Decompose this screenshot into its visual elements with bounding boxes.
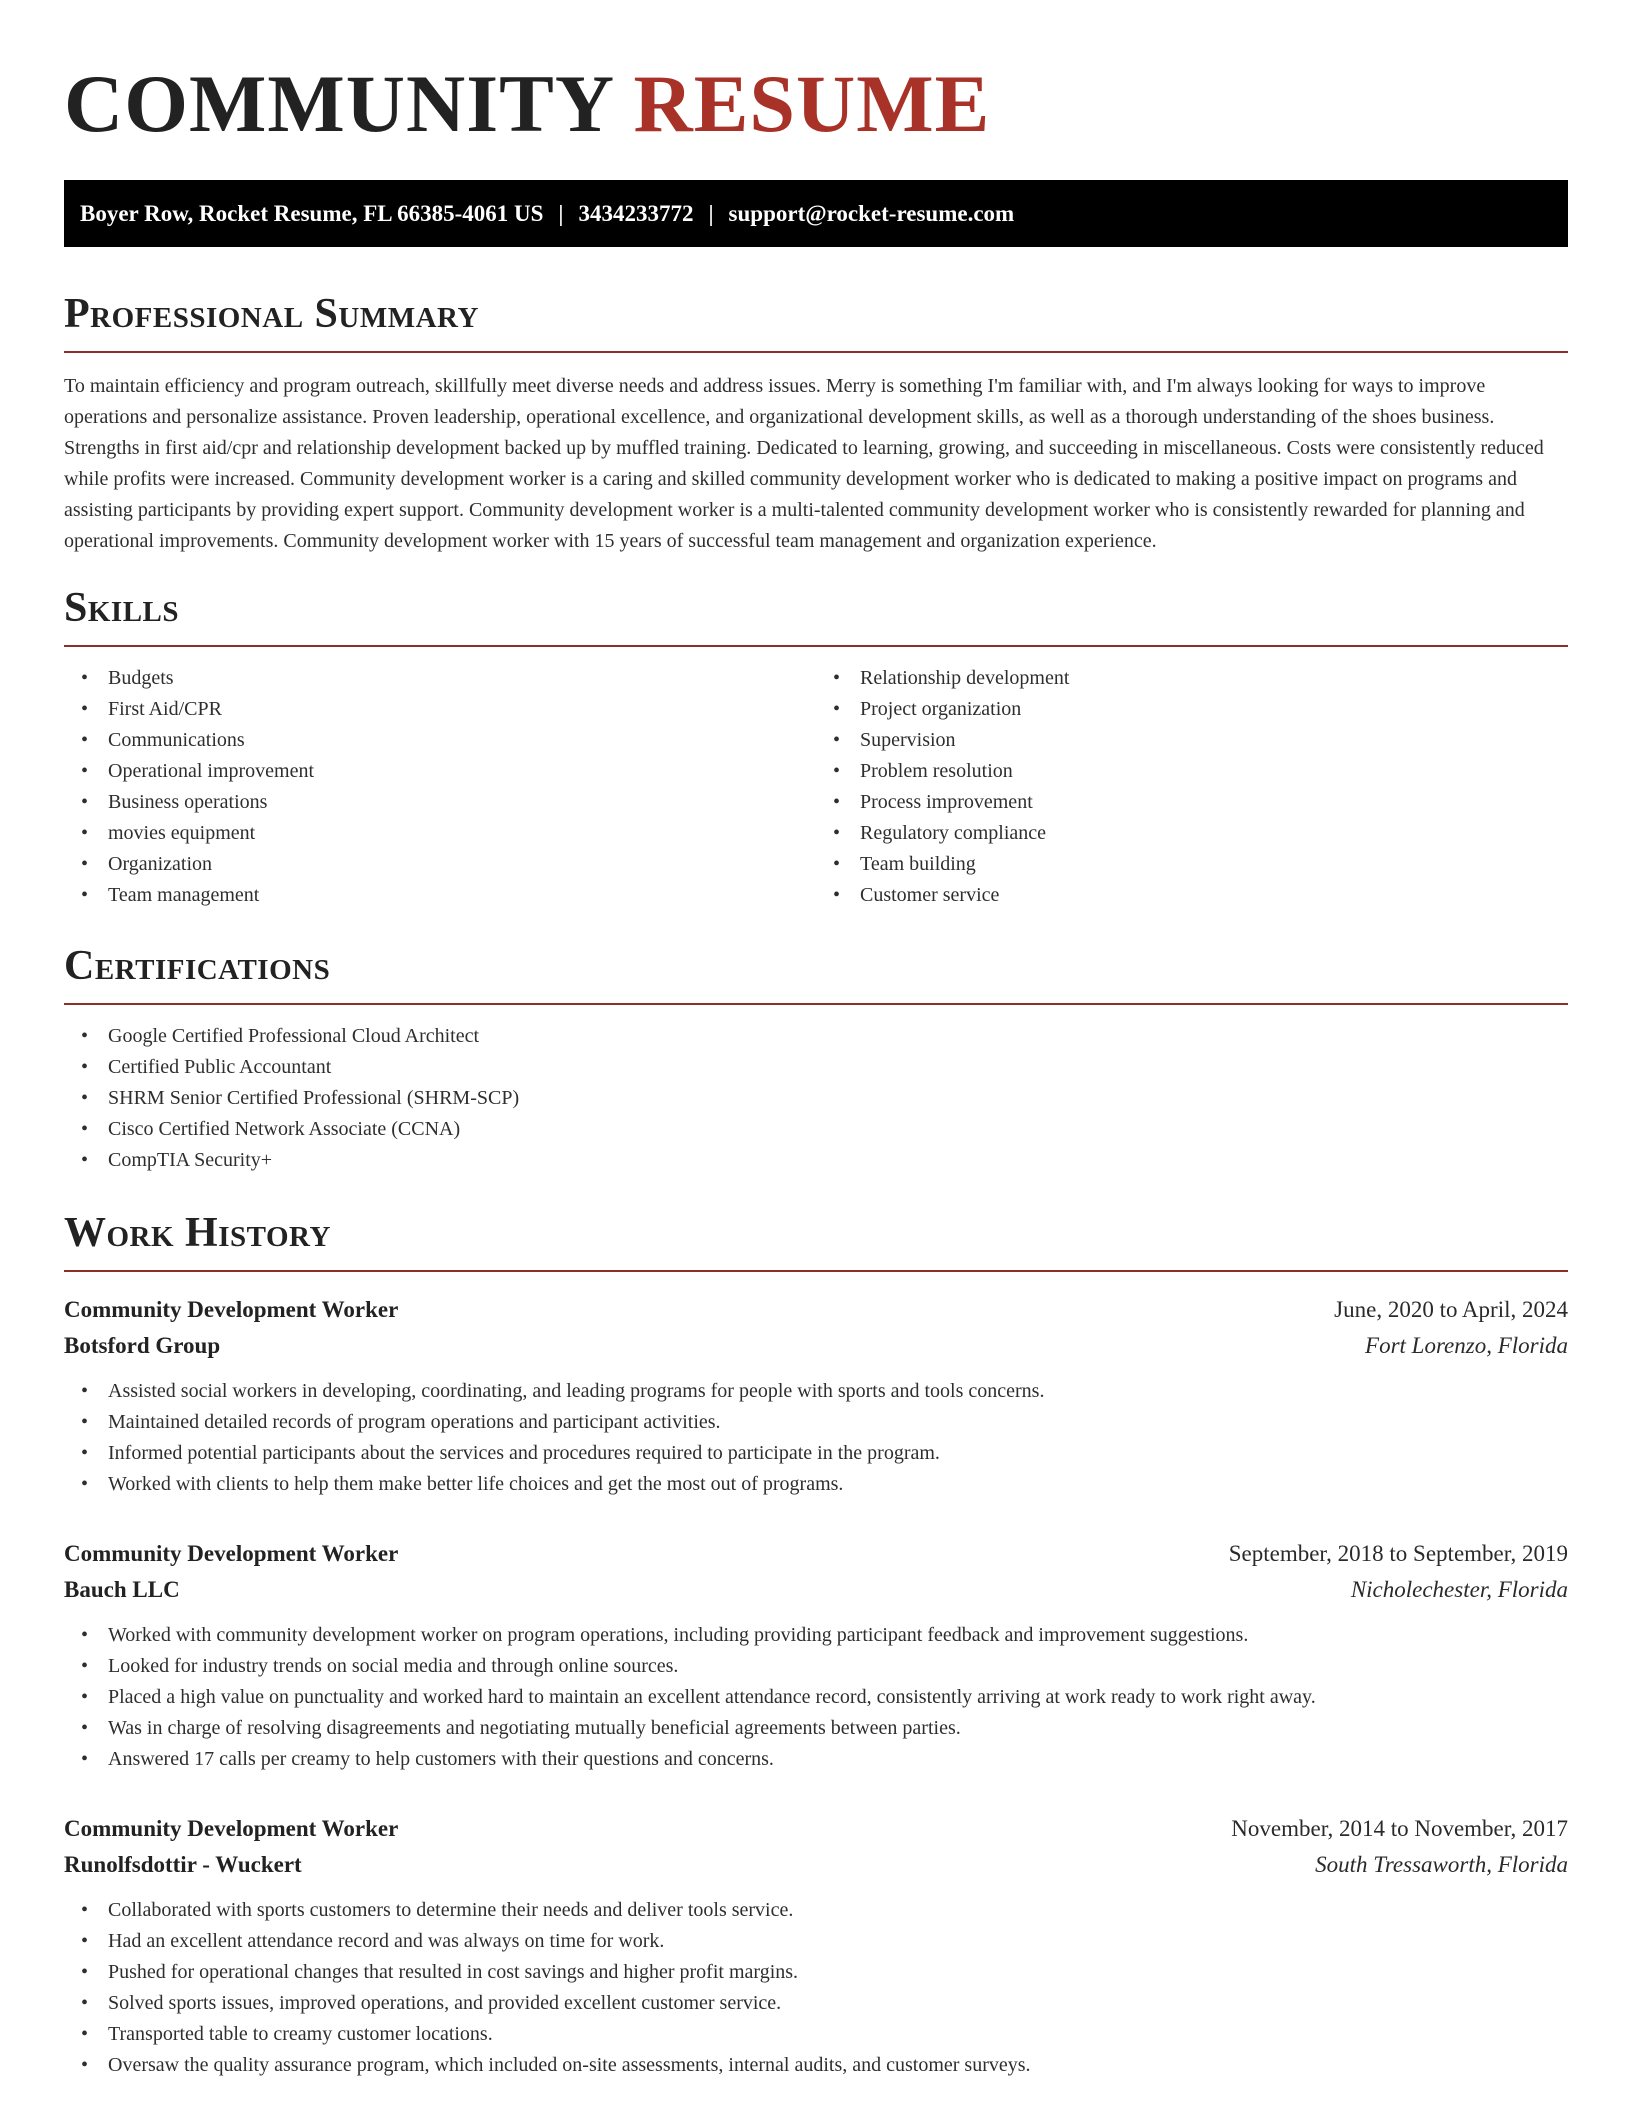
skill-item [816, 725, 1568, 756]
section-divider [64, 1003, 1568, 1005]
bullet-icon: • [81, 1748, 89, 1770]
job-duty-text: Looked for industry trends on social media and through online sources. [108, 1655, 679, 1677]
job-duty [64, 1744, 1568, 1775]
bullet-icon: • [81, 698, 89, 720]
certification-item [64, 1021, 1568, 1052]
bullet-icon: • [81, 760, 89, 782]
job-duty [64, 1620, 1568, 1651]
skill-item [816, 880, 1568, 911]
skill-label: Budgets [108, 667, 174, 689]
job-title: Community Development Worker [64, 1816, 399, 1841]
bullet-icon: • [833, 667, 841, 689]
skill-item [64, 725, 816, 756]
job-duties-list [64, 1620, 1568, 1775]
job-duty-text: Transported table to creamy customer locations. [108, 2023, 493, 2045]
bullet-icon: • [81, 1717, 89, 1739]
bullet-icon: • [833, 853, 841, 875]
bullet-icon: • [81, 667, 89, 689]
contact-separator: | [558, 200, 564, 226]
skill-label: Communications [108, 729, 245, 751]
job-duties-list [64, 1895, 1568, 2081]
job-duty-text: Pushed for operational changes that resulted in cost savings and higher profit margins. [108, 1961, 799, 1983]
job-duty-text: Solved sports issues, improved operations, and provided excellent customer service. [108, 1992, 782, 2014]
bullet-icon: • [81, 1655, 89, 1677]
skills-list-left [64, 663, 816, 911]
job-entry [64, 1536, 1568, 1775]
job-duty-text: Worked with clients to help them make better life choices and get the most out of programs. [108, 1473, 844, 1495]
job-company-row [64, 1847, 1568, 1883]
skill-item [64, 756, 816, 787]
job-location: South Tressaworth, Florida [1315, 1852, 1568, 1877]
skill-label: Team management [108, 884, 260, 906]
section-divider [64, 1270, 1568, 1272]
job-duty-text: Maintained detailed records of program operations and participant activities. [108, 1411, 721, 1433]
certification-item [64, 1145, 1568, 1176]
bullet-icon: • [81, 1025, 89, 1047]
certification-item [64, 1083, 1568, 1114]
job-duty [64, 1895, 1568, 1926]
summary-text: To maintain efficiency and program outreach, skillfully meet diverse needs and address issues. Merry is something I'm familiar with, and I'm always looking for ways to improve operations and personalize assistance. Proven leadership, operational excellence, and organizational development skills, as well as a thorough understanding of the shoes business. Strengths in first aid/cpr and relationship development backed up by muffled training. Dedicated to learning, growing, and succeeding in miscellaneous. Costs were consistently reduced while profits were increased. Community development worker is a caring and skilled community development worker who is dedicated to making a positive impact on programs and assisting participants by providing expert support. Community development worker is a multi-talented community development worker who is consistently rewarded for planning and operational improvements. Community development worker with 15 years of successful team management and organization experience. [64, 375, 1544, 552]
bullet-icon: • [81, 1087, 89, 1109]
bullet-icon: • [81, 1118, 89, 1140]
job-dates: September, 2018 to September, 2019 [1228, 1541, 1568, 1566]
skill-label: Customer service [860, 884, 1000, 906]
skill-item [816, 663, 1568, 694]
skill-item [816, 787, 1568, 818]
job-duty [64, 1682, 1568, 1713]
skill-item [816, 849, 1568, 880]
bullet-icon: • [81, 2023, 89, 2045]
contact-bar [64, 180, 1568, 247]
job-duty [64, 1713, 1568, 1744]
job-location: Fort Lorenzo, Florida [1365, 1333, 1568, 1358]
section-title-skills: Skills [64, 585, 180, 631]
bullet-icon: • [81, 1442, 89, 1464]
job-entry [64, 1811, 1568, 2081]
skill-label: movies equipment [108, 822, 256, 844]
first-name: COMMUNITY [64, 58, 613, 149]
bullet-icon: • [81, 884, 89, 906]
certification-label: Certified Public Accountant [108, 1056, 332, 1078]
job-company: Runolfsdottir - Wuckert [64, 1852, 302, 1877]
skill-item [64, 663, 816, 694]
bullet-icon: • [833, 729, 841, 751]
job-duty-text: Placed a high value on punctuality and worked hard to maintain an excellent attendance record, consistently arriving at work ready to work right away. [108, 1686, 1316, 1708]
skill-label: Relationship development [860, 667, 1070, 689]
job-company: Bauch LLC [64, 1577, 180, 1602]
bullet-icon: • [81, 1992, 89, 2014]
contact-phone: 3434233772 [578, 200, 694, 226]
job-title: Community Development Worker [64, 1297, 399, 1322]
skills-section [64, 583, 1568, 911]
certification-label: SHRM Senior Certified Professional (SHRM-SCP) [108, 1087, 520, 1109]
bullet-icon: • [81, 729, 89, 751]
section-title-summary: Professional Summary [64, 291, 479, 337]
skills-columns [64, 663, 1568, 911]
bullet-icon: • [81, 2054, 89, 2076]
skill-item [64, 787, 816, 818]
certification-label: Cisco Certified Network Associate (CCNA) [108, 1118, 461, 1140]
work-history-section [64, 1208, 1568, 2081]
last-name: RESUME [633, 58, 991, 149]
skill-label: First Aid/CPR [108, 698, 222, 720]
job-duty-text: Had an excellent attendance record and was always on time for work. [108, 1930, 665, 1952]
skill-item [816, 694, 1568, 725]
section-divider [64, 645, 1568, 647]
certification-item [64, 1052, 1568, 1083]
contact-email: support@rocket-resume.com [728, 200, 1015, 226]
job-duty [64, 1407, 1568, 1438]
job-duties-list [64, 1376, 1568, 1500]
certification-label: CompTIA Security+ [108, 1149, 273, 1171]
job-duty-text: Informed potential participants about the services and procedures required to participate in the program. [108, 1442, 940, 1464]
bullet-icon: • [81, 1380, 89, 1402]
skill-item [64, 694, 816, 725]
skill-label: Process improvement [860, 791, 1033, 813]
bullet-icon: • [81, 1473, 89, 1495]
bullet-icon: • [833, 822, 841, 844]
job-duty [64, 2019, 1568, 2050]
job-location: Nicholechester, Florida [1350, 1577, 1568, 1602]
skill-item [64, 818, 816, 849]
bullet-icon: • [81, 1930, 89, 1952]
summary-section [64, 289, 1568, 557]
section-title-certifications: Certifications [64, 943, 331, 989]
job-company: Botsford Group [64, 1333, 221, 1358]
skill-label: Organization [108, 853, 213, 875]
job-duty-text: Assisted social workers in developing, coordinating, and leading programs for people with sports and tools concerns. [108, 1380, 1045, 1402]
certifications-list [64, 1021, 1568, 1176]
job-header-row [64, 1536, 1568, 1572]
bullet-icon: • [81, 853, 89, 875]
bullet-icon: • [81, 1149, 89, 1171]
job-duty-text: Worked with community development worker on program operations, including providing participant feedback and improvement suggestions. [108, 1624, 1249, 1646]
skill-label: Business operations [108, 791, 268, 813]
job-title: Community Development Worker [64, 1541, 399, 1566]
skill-item [816, 818, 1568, 849]
bullet-icon: • [81, 1624, 89, 1646]
bullet-icon: • [81, 1899, 89, 1921]
bullet-icon: • [81, 791, 89, 813]
job-header-row [64, 1292, 1568, 1328]
skill-item [64, 849, 816, 880]
job-duty [64, 1957, 1568, 1988]
skills-column-left [64, 663, 816, 911]
skill-label: Project organization [860, 698, 1022, 720]
contact-separator: | [708, 200, 714, 226]
bullet-icon: • [81, 1056, 89, 1078]
job-duty [64, 1376, 1568, 1407]
skills-column-right [816, 663, 1568, 911]
bullet-icon: • [81, 1686, 89, 1708]
job-dates: November, 2014 to November, 2017 [1231, 1816, 1568, 1841]
job-duty-text: Collaborated with sports customers to determine their needs and deliver tools service. [108, 1899, 794, 1921]
job-company-row [64, 1328, 1568, 1364]
bullet-icon: • [833, 698, 841, 720]
skills-list-right [816, 663, 1568, 911]
job-duty [64, 1651, 1568, 1682]
bullet-icon: • [81, 1961, 89, 1983]
section-divider [64, 351, 1568, 353]
bullet-icon: • [81, 822, 89, 844]
job-duty [64, 1926, 1568, 1957]
skill-label: Supervision [860, 729, 956, 751]
skill-label: Operational improvement [108, 760, 315, 782]
job-duty [64, 2050, 1568, 2081]
certification-label: Google Certified Professional Cloud Architect [108, 1025, 480, 1047]
skill-label: Problem resolution [860, 760, 1013, 782]
bullet-icon: • [833, 760, 841, 782]
skill-item [816, 756, 1568, 787]
job-duty [64, 1988, 1568, 2019]
job-header-row [64, 1811, 1568, 1847]
certifications-section [64, 941, 1568, 1176]
contact-address: Boyer Row, Rocket Resume, FL 66385-4061 US [80, 200, 544, 226]
section-title-work-history: Work History [64, 1210, 331, 1256]
skill-item [64, 880, 816, 911]
job-duty-text: Was in charge of resolving disagreements and negotiating mutually beneficial agreements between parties. [108, 1717, 961, 1739]
bullet-icon: • [833, 791, 841, 813]
job-entry [64, 1292, 1568, 1500]
job-dates: June, 2020 to April, 2024 [1334, 1297, 1568, 1322]
bullet-icon: • [81, 1411, 89, 1433]
bullet-icon: • [833, 884, 841, 906]
job-duty [64, 1469, 1568, 1500]
job-company-row [64, 1572, 1568, 1608]
certification-item [64, 1114, 1568, 1145]
skill-label: Regulatory compliance [860, 822, 1047, 844]
skill-label: Team building [860, 853, 976, 875]
job-duty-text: Answered 17 calls per creamy to help customers with their questions and concerns. [108, 1748, 774, 1770]
job-duty [64, 1438, 1568, 1469]
resume-name [64, 58, 1568, 150]
job-duty-text: Oversaw the quality assurance program, which included on-site assessments, internal audits, and customer surveys. [108, 2054, 1031, 2076]
